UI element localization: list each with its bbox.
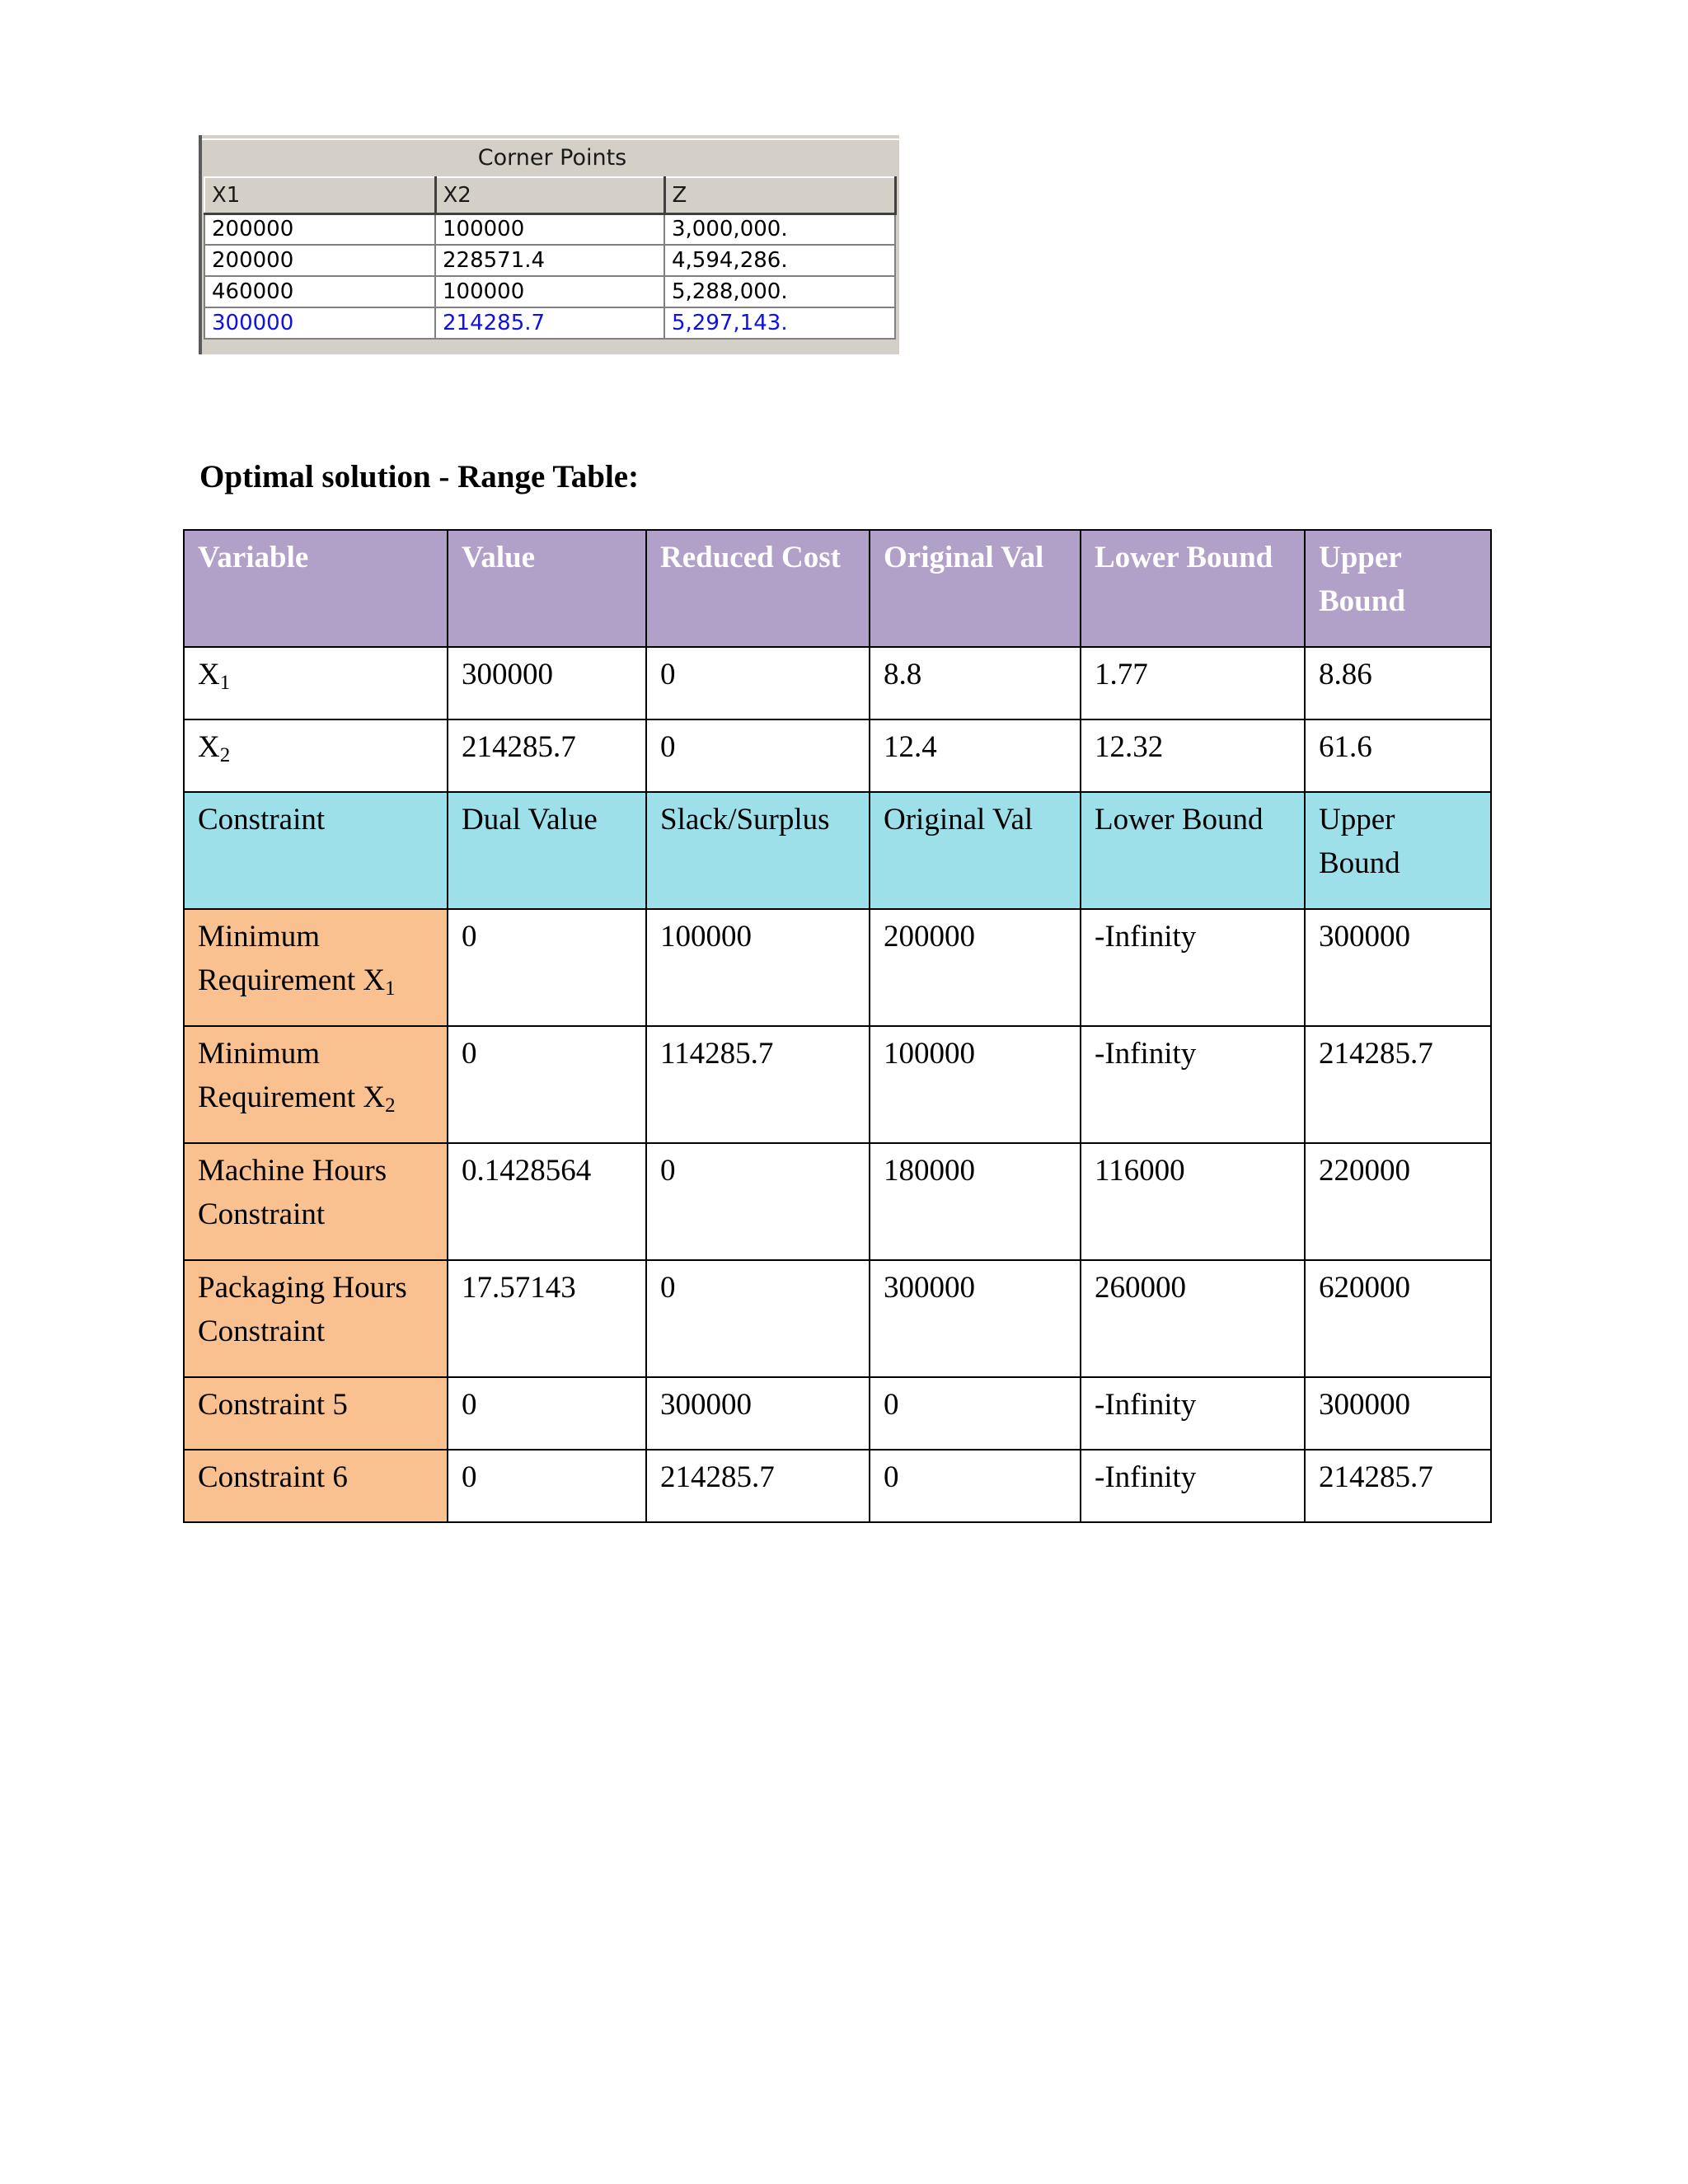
column-header-x1[interactable]: X1 bbox=[204, 177, 435, 213]
corner-point-row[interactable] bbox=[204, 245, 895, 276]
constraint-original-val: 0 bbox=[870, 1450, 1081, 1522]
constraint-dual-value: 0 bbox=[448, 1377, 646, 1450]
constraint-subscript: 1 bbox=[385, 977, 396, 1000]
variable-lower-bound: 12.32 bbox=[1081, 719, 1305, 792]
corner-point-x1[interactable]: 460000 bbox=[204, 276, 435, 307]
header-lower-bound: Lower Bound bbox=[1081, 530, 1305, 647]
constraint-row bbox=[184, 1143, 1491, 1260]
constraint-slack: 300000 bbox=[646, 1377, 870, 1450]
variable-subscript: 1 bbox=[219, 672, 231, 694]
constraint-dual-value: 0 bbox=[448, 1026, 646, 1143]
constraint-lower-bound: 116000 bbox=[1081, 1143, 1305, 1260]
constraint-dual-value: 0 bbox=[448, 909, 646, 1026]
variable-original-val: 12.4 bbox=[870, 719, 1081, 792]
variable-original-val: 8.8 bbox=[870, 647, 1081, 719]
variable-name bbox=[184, 647, 448, 719]
variable-lower-bound: 1.77 bbox=[1081, 647, 1305, 719]
constraint-row bbox=[184, 909, 1491, 1026]
range-table bbox=[183, 529, 1492, 1523]
constraint-row bbox=[184, 1377, 1491, 1450]
corner-point-row-optimal[interactable] bbox=[204, 307, 895, 339]
variable-upper-bound: 8.86 bbox=[1305, 647, 1491, 719]
header-original-val: Original Val bbox=[870, 792, 1081, 909]
constraint-original-val: 180000 bbox=[870, 1143, 1081, 1260]
constraint-upper-bound: 220000 bbox=[1305, 1143, 1491, 1260]
corner-point-x1[interactable]: 200000 bbox=[204, 213, 435, 245]
variable-value: 300000 bbox=[448, 647, 646, 719]
variable-symbol: X bbox=[198, 658, 220, 691]
constraint-slack: 114285.7 bbox=[646, 1026, 870, 1143]
constraint-upper-bound: 300000 bbox=[1305, 1377, 1491, 1450]
constraint-upper-bound: 300000 bbox=[1305, 909, 1491, 1026]
constraint-name: Packaging Hours Constraint bbox=[184, 1260, 448, 1377]
constraint-dual-value: 17.57143 bbox=[448, 1260, 646, 1377]
header-slack-surplus: Slack/Surplus bbox=[646, 792, 870, 909]
constraint-original-val: 200000 bbox=[870, 909, 1081, 1026]
constraint-row bbox=[184, 1450, 1491, 1522]
header-lower-bound: Lower Bound bbox=[1081, 792, 1305, 909]
constraint-dual-value: 0 bbox=[448, 1450, 646, 1522]
variable-subscript: 2 bbox=[219, 744, 231, 766]
header-reduced-cost: Reduced Cost bbox=[646, 530, 870, 647]
header-constraint: Constraint bbox=[184, 792, 448, 909]
variable-value: 214285.7 bbox=[448, 719, 646, 792]
header-upper-bound: Upper Bound bbox=[1305, 792, 1491, 909]
variable-name bbox=[184, 719, 448, 792]
constraint-slack: 0 bbox=[646, 1260, 870, 1377]
constraint-label: Minimum Requirement X bbox=[198, 920, 386, 997]
constraint-original-val: 100000 bbox=[870, 1026, 1081, 1143]
corner-points-title: Corner Points bbox=[202, 138, 903, 176]
constraint-lower-bound: -Infinity bbox=[1081, 1377, 1305, 1450]
corner-points-header-row bbox=[204, 177, 895, 213]
constraint-upper-bound: 214285.7 bbox=[1305, 1450, 1491, 1522]
header-upper-bound: Upper Bound bbox=[1305, 530, 1491, 647]
constraint-upper-bound: 620000 bbox=[1305, 1260, 1491, 1377]
constraint-lower-bound: -Infinity bbox=[1081, 909, 1305, 1026]
corner-point-row[interactable] bbox=[204, 276, 895, 307]
constraint-slack: 0 bbox=[646, 1143, 870, 1260]
variable-reduced-cost: 0 bbox=[646, 647, 870, 719]
variable-row bbox=[184, 719, 1491, 792]
constraint-upper-bound: 214285.7 bbox=[1305, 1026, 1491, 1143]
header-dual-value: Dual Value bbox=[448, 792, 646, 909]
constraint-name bbox=[184, 909, 448, 1026]
corner-point-x2[interactable]: 100000 bbox=[435, 276, 664, 307]
variable-reduced-cost: 0 bbox=[646, 719, 870, 792]
constraint-lower-bound: -Infinity bbox=[1081, 1450, 1305, 1522]
corner-point-row[interactable] bbox=[204, 213, 895, 245]
corner-point-x1[interactable]: 300000 bbox=[204, 307, 435, 339]
constraint-slack: 214285.7 bbox=[646, 1450, 870, 1522]
constraint-row bbox=[184, 1260, 1491, 1377]
constraint-name: Constraint 6 bbox=[184, 1450, 448, 1522]
corner-point-z[interactable]: 5,288,000. bbox=[664, 276, 895, 307]
variable-header-row bbox=[184, 530, 1491, 647]
corner-point-x2[interactable]: 228571.4 bbox=[435, 245, 664, 276]
header-variable: Variable bbox=[184, 530, 448, 647]
variable-symbol: X bbox=[198, 730, 220, 764]
corner-point-z[interactable]: 5,297,143. bbox=[664, 307, 895, 339]
variable-upper-bound: 61.6 bbox=[1305, 719, 1491, 792]
constraint-slack: 100000 bbox=[646, 909, 870, 1026]
header-original-val: Original Val bbox=[870, 530, 1081, 647]
constraint-original-val: 300000 bbox=[870, 1260, 1081, 1377]
corner-point-x2[interactable]: 100000 bbox=[435, 213, 664, 245]
constraint-label: Minimum Requirement X bbox=[198, 1037, 386, 1114]
constraint-subscript: 2 bbox=[385, 1094, 396, 1117]
constraint-name: Machine Hours Constraint bbox=[184, 1143, 448, 1260]
column-header-x2[interactable]: X2 bbox=[435, 177, 664, 213]
constraint-lower-bound: 260000 bbox=[1081, 1260, 1305, 1377]
constraint-name bbox=[184, 1026, 448, 1143]
constraint-row bbox=[184, 1026, 1491, 1143]
corner-points-panel bbox=[199, 135, 899, 354]
header-value: Value bbox=[448, 530, 646, 647]
corner-point-z[interactable]: 4,594,286. bbox=[664, 245, 895, 276]
corner-point-x1[interactable]: 200000 bbox=[204, 245, 435, 276]
constraint-name: Constraint 5 bbox=[184, 1377, 448, 1450]
corner-point-x2[interactable]: 214285.7 bbox=[435, 307, 664, 339]
constraint-lower-bound: -Infinity bbox=[1081, 1026, 1305, 1143]
corner-point-z[interactable]: 3,000,000. bbox=[664, 213, 895, 245]
constraint-dual-value: 0.1428564 bbox=[448, 1143, 646, 1260]
constraint-original-val: 0 bbox=[870, 1377, 1081, 1450]
range-table-heading: Optimal solution - Range Table: bbox=[199, 459, 640, 494]
variable-row bbox=[184, 647, 1491, 719]
corner-points-grid bbox=[204, 176, 897, 340]
constraint-header-row bbox=[184, 792, 1491, 909]
column-header-z[interactable]: Z bbox=[664, 177, 895, 213]
